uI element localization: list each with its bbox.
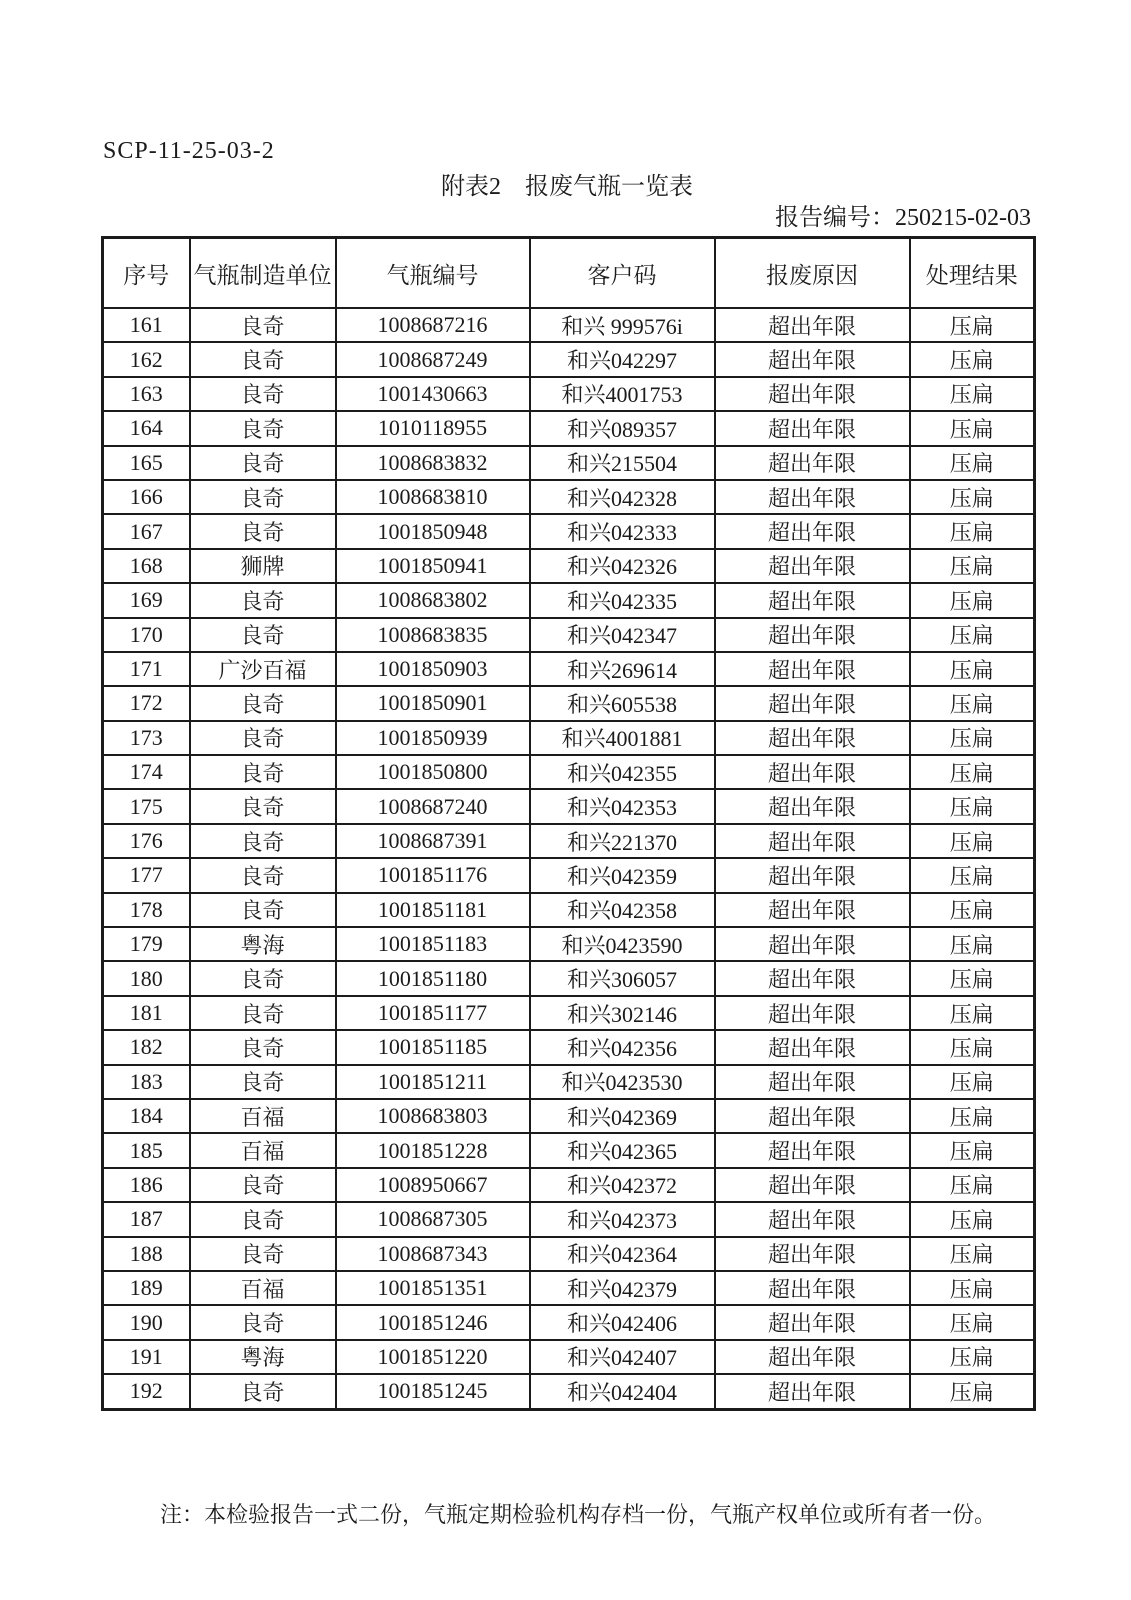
table-cell: 良奇 xyxy=(190,377,336,411)
table-cell: 和兴0423530 xyxy=(530,1065,715,1099)
table-cell: 1001850903 xyxy=(336,652,530,686)
table-cell: 超出年限 xyxy=(715,618,910,652)
table-row xyxy=(103,1099,1035,1133)
table-cell: 和兴042358 xyxy=(530,893,715,927)
table-cell: 压扁 xyxy=(910,1202,1035,1236)
table-cell: 超出年限 xyxy=(715,377,910,411)
table-cell: 和兴221370 xyxy=(530,824,715,858)
table-cell: 压扁 xyxy=(910,446,1035,480)
table-cell: 1010118955 xyxy=(336,411,530,445)
table-cell: 良奇 xyxy=(190,961,336,995)
table-cell: 压扁 xyxy=(910,618,1035,652)
table-cell: 压扁 xyxy=(910,927,1035,961)
column-header: 报废原因 xyxy=(715,238,910,309)
table-cell: 超出年限 xyxy=(715,652,910,686)
table-cell: 压扁 xyxy=(910,1305,1035,1339)
table-cell: 超出年限 xyxy=(715,549,910,583)
table-cell: 和兴269614 xyxy=(530,652,715,686)
table-cell: 和兴042369 xyxy=(530,1099,715,1133)
table-cell: 压扁 xyxy=(910,858,1035,892)
table-cell: 188 xyxy=(103,1237,190,1271)
table-cell: 超出年限 xyxy=(715,480,910,514)
table-cell: 压扁 xyxy=(910,1133,1035,1167)
page-title: 附表2 报废气瓶一览表 xyxy=(441,174,693,200)
table-cell: 粤海 xyxy=(190,1340,336,1374)
table-cell: 168 xyxy=(103,549,190,583)
table-cell: 超出年限 xyxy=(715,1202,910,1236)
table-cell: 1001851351 xyxy=(336,1271,530,1305)
table-cell: 压扁 xyxy=(910,342,1035,376)
table-cell: 超出年限 xyxy=(715,1099,910,1133)
table-cell: 良奇 xyxy=(190,1237,336,1271)
table-row xyxy=(103,1202,1035,1236)
table-cell: 良奇 xyxy=(190,446,336,480)
table-cell: 压扁 xyxy=(910,755,1035,789)
table-cell: 1008683810 xyxy=(336,480,530,514)
table-cell: 良奇 xyxy=(190,411,336,445)
table-cell: 182 xyxy=(103,1030,190,1064)
table-row xyxy=(103,652,1035,686)
table-cell: 178 xyxy=(103,893,190,927)
table-cell: 167 xyxy=(103,514,190,548)
table-cell: 1001851246 xyxy=(336,1305,530,1339)
report-number-value: 250215-02-03 xyxy=(895,205,1031,231)
table-cell: 超出年限 xyxy=(715,961,910,995)
table-cell: 压扁 xyxy=(910,824,1035,858)
table-cell: 180 xyxy=(103,961,190,995)
table-row xyxy=(103,377,1035,411)
table-cell: 超出年限 xyxy=(715,308,910,342)
table-row xyxy=(103,1168,1035,1202)
table-cell: 165 xyxy=(103,446,190,480)
table-cell: 和兴042406 xyxy=(530,1305,715,1339)
table-cell: 超出年限 xyxy=(715,858,910,892)
table-cell: 1001850800 xyxy=(336,755,530,789)
table-cell: 163 xyxy=(103,377,190,411)
table-cell: 压扁 xyxy=(910,377,1035,411)
table-cell: 173 xyxy=(103,721,190,755)
table-cell: 压扁 xyxy=(910,686,1035,720)
table-row xyxy=(103,893,1035,927)
table-row xyxy=(103,1237,1035,1271)
table-cell: 良奇 xyxy=(190,789,336,823)
table-cell: 1008687240 xyxy=(336,789,530,823)
table-cell: 百福 xyxy=(190,1271,336,1305)
table-cell: 和兴042326 xyxy=(530,549,715,583)
table-cell: 和兴042365 xyxy=(530,1133,715,1167)
table-cell: 压扁 xyxy=(910,480,1035,514)
table-cell: 1008687305 xyxy=(336,1202,530,1236)
table-row xyxy=(103,514,1035,548)
table-row xyxy=(103,927,1035,961)
table-cell: 百福 xyxy=(190,1133,336,1167)
table-cell: 超出年限 xyxy=(715,1374,910,1409)
table-cell: 和兴042372 xyxy=(530,1168,715,1202)
table-cell: 和兴042356 xyxy=(530,1030,715,1064)
table-cell: 良奇 xyxy=(190,1305,336,1339)
table-cell: 压扁 xyxy=(910,583,1035,617)
table-cell: 169 xyxy=(103,583,190,617)
table-cell: 和兴042333 xyxy=(530,514,715,548)
report-number-label: 报告编号： xyxy=(775,205,896,231)
table-row xyxy=(103,1030,1035,1064)
table-cell: 压扁 xyxy=(910,1237,1035,1271)
table-cell: 良奇 xyxy=(190,893,336,927)
table-cell: 和兴042347 xyxy=(530,618,715,652)
header-row xyxy=(103,238,1035,309)
table-cell: 良奇 xyxy=(190,583,336,617)
table-cell: 和兴089357 xyxy=(530,411,715,445)
table-cell: 超出年限 xyxy=(715,1237,910,1271)
table-cell: 和兴042373 xyxy=(530,1202,715,1236)
table-cell: 粤海 xyxy=(190,927,336,961)
table-cell: 压扁 xyxy=(910,1340,1035,1374)
table-row xyxy=(103,480,1035,514)
table-row xyxy=(103,1133,1035,1167)
footer-note: 注：本检验报告一式二份，气瓶定期检验机构存档一份，气瓶产权单位或所有者一份。 xyxy=(160,1502,997,1527)
table-cell: 超出年限 xyxy=(715,721,910,755)
table-cell: 良奇 xyxy=(190,824,336,858)
table-cell: 压扁 xyxy=(910,789,1035,823)
table-cell: 177 xyxy=(103,858,190,892)
table-cell: 1001851245 xyxy=(336,1374,530,1409)
table-cell: 和兴042364 xyxy=(530,1237,715,1271)
table-cell: 1008683835 xyxy=(336,618,530,652)
table-cell: 超出年限 xyxy=(715,514,910,548)
table-cell: 压扁 xyxy=(910,1374,1035,1409)
table-cell: 超出年限 xyxy=(715,927,910,961)
table-cell: 1001851183 xyxy=(336,927,530,961)
table-cell: 和兴306057 xyxy=(530,961,715,995)
table-row xyxy=(103,1374,1035,1409)
table-cell: 1008687391 xyxy=(336,824,530,858)
table-cell: 百福 xyxy=(190,1099,336,1133)
table-cell: 1008683803 xyxy=(336,1099,530,1133)
table-cell: 192 xyxy=(103,1374,190,1409)
table-cell: 超出年限 xyxy=(715,583,910,617)
table-cell: 压扁 xyxy=(910,411,1035,445)
table-cell: 和兴042355 xyxy=(530,755,715,789)
table-cell: 良奇 xyxy=(190,721,336,755)
table-cell: 和兴4001881 xyxy=(530,721,715,755)
table-cell: 良奇 xyxy=(190,1168,336,1202)
table-cell: 1001851180 xyxy=(336,961,530,995)
table-row xyxy=(103,446,1035,480)
table-row xyxy=(103,411,1035,445)
doc-code: SCP-11-25-03-2 xyxy=(103,138,275,164)
table-cell: 压扁 xyxy=(910,1030,1035,1064)
table-cell: 良奇 xyxy=(190,1030,336,1064)
table-row xyxy=(103,755,1035,789)
table-cell: 和兴302146 xyxy=(530,996,715,1030)
table-row xyxy=(103,342,1035,376)
table-cell: 和兴 999576i xyxy=(530,308,715,342)
table-cell: 1008683832 xyxy=(336,446,530,480)
table-row xyxy=(103,1340,1035,1374)
table-cell: 184 xyxy=(103,1099,190,1133)
table-cell: 和兴042353 xyxy=(530,789,715,823)
table-cell: 1008950667 xyxy=(336,1168,530,1202)
table-cell: 良奇 xyxy=(190,686,336,720)
table-row xyxy=(103,721,1035,755)
table-cell: 和兴042328 xyxy=(530,480,715,514)
table-cell: 良奇 xyxy=(190,342,336,376)
table-cell: 超出年限 xyxy=(715,1133,910,1167)
table-cell: 良奇 xyxy=(190,996,336,1030)
table-cell: 超出年限 xyxy=(715,1305,910,1339)
table-cell: 176 xyxy=(103,824,190,858)
table-cell: 压扁 xyxy=(910,1271,1035,1305)
column-header: 序号 xyxy=(103,238,190,309)
table-cell: 和兴042359 xyxy=(530,858,715,892)
table-cell: 狮牌 xyxy=(190,549,336,583)
table-cell: 超出年限 xyxy=(715,893,910,927)
table-cell: 压扁 xyxy=(910,652,1035,686)
table-cell: 良奇 xyxy=(190,858,336,892)
table-row xyxy=(103,1271,1035,1305)
report-number-line xyxy=(101,197,1031,232)
table-cell: 1001850948 xyxy=(336,514,530,548)
table-cell: 压扁 xyxy=(910,308,1035,342)
table-cell: 1001850939 xyxy=(336,721,530,755)
table-cell: 压扁 xyxy=(910,721,1035,755)
table-cell: 超出年限 xyxy=(715,1065,910,1099)
table-row xyxy=(103,858,1035,892)
table-cell: 和兴605538 xyxy=(530,686,715,720)
table-cell: 1008687216 xyxy=(336,308,530,342)
table-cell: 压扁 xyxy=(910,1065,1035,1099)
table-cell: 和兴042335 xyxy=(530,583,715,617)
table-cell: 1001851181 xyxy=(336,893,530,927)
table-cell: 超出年限 xyxy=(715,342,910,376)
table-cell: 183 xyxy=(103,1065,190,1099)
table-cell: 超出年限 xyxy=(715,1168,910,1202)
column-header: 气瓶编号 xyxy=(336,238,530,309)
table-cell: 1008683802 xyxy=(336,583,530,617)
table-cell: 和兴4001753 xyxy=(530,377,715,411)
table-cell: 和兴042379 xyxy=(530,1271,715,1305)
table-cell: 189 xyxy=(103,1271,190,1305)
table-cell: 181 xyxy=(103,996,190,1030)
table-cell: 压扁 xyxy=(910,893,1035,927)
table-cell: 良奇 xyxy=(190,1374,336,1409)
table-cell: 172 xyxy=(103,686,190,720)
table-cell: 170 xyxy=(103,618,190,652)
table-cell: 压扁 xyxy=(910,514,1035,548)
table-cell: 超出年限 xyxy=(715,411,910,445)
table-row xyxy=(103,549,1035,583)
table-cell: 和兴215504 xyxy=(530,446,715,480)
table-cell: 1001851220 xyxy=(336,1340,530,1374)
table-row xyxy=(103,308,1035,342)
table-row xyxy=(103,686,1035,720)
table-row xyxy=(103,961,1035,995)
column-header: 客户码 xyxy=(530,238,715,309)
table-row xyxy=(103,996,1035,1030)
table-cell: 161 xyxy=(103,308,190,342)
table-cell: 187 xyxy=(103,1202,190,1236)
table-cell: 良奇 xyxy=(190,755,336,789)
table-cell: 和兴042407 xyxy=(530,1340,715,1374)
table-cell: 良奇 xyxy=(190,514,336,548)
table-cell: 185 xyxy=(103,1133,190,1167)
table-cell: 超出年限 xyxy=(715,446,910,480)
table-cell: 191 xyxy=(103,1340,190,1374)
table-cell: 良奇 xyxy=(190,480,336,514)
table-cell: 174 xyxy=(103,755,190,789)
table-cell: 1008687343 xyxy=(336,1237,530,1271)
table-cell: 1008687249 xyxy=(336,342,530,376)
table-cell: 良奇 xyxy=(190,308,336,342)
table-cell: 1001851185 xyxy=(336,1030,530,1064)
column-header: 处理结果 xyxy=(910,238,1035,309)
table-cell: 和兴0423590 xyxy=(530,927,715,961)
table-cell: 和兴042404 xyxy=(530,1374,715,1409)
table-cell: 175 xyxy=(103,789,190,823)
table-cell: 1001851177 xyxy=(336,996,530,1030)
table-cell: 良奇 xyxy=(190,618,336,652)
table-cell: 1001430663 xyxy=(336,377,530,411)
table-cell: 1001850901 xyxy=(336,686,530,720)
table-cell: 1001851211 xyxy=(336,1065,530,1099)
table-cell: 166 xyxy=(103,480,190,514)
table-cell: 广沙百福 xyxy=(190,652,336,686)
table-cell: 162 xyxy=(103,342,190,376)
table-cell: 超出年限 xyxy=(715,686,910,720)
table-cell: 压扁 xyxy=(910,549,1035,583)
table-cell: 超出年限 xyxy=(715,755,910,789)
table-cell: 1001851228 xyxy=(336,1133,530,1167)
table-cell: 良奇 xyxy=(190,1065,336,1099)
table-cell: 190 xyxy=(103,1305,190,1339)
table-cell: 超出年限 xyxy=(715,1340,910,1374)
table-cell: 1001850941 xyxy=(336,549,530,583)
table-cell: 压扁 xyxy=(910,1099,1035,1133)
table-row xyxy=(103,789,1035,823)
table-row xyxy=(103,824,1035,858)
table-cell: 186 xyxy=(103,1168,190,1202)
table-cell: 超出年限 xyxy=(715,1271,910,1305)
table-cell: 压扁 xyxy=(910,961,1035,995)
table-cell: 1001851176 xyxy=(336,858,530,892)
table-row xyxy=(103,618,1035,652)
table-body xyxy=(103,308,1035,1409)
table-cell: 171 xyxy=(103,652,190,686)
column-header: 气瓶制造单位 xyxy=(190,238,336,309)
table-cell: 和兴042297 xyxy=(530,342,715,376)
table-cell: 超出年限 xyxy=(715,1030,910,1064)
table-row xyxy=(103,1305,1035,1339)
table-cell: 超出年限 xyxy=(715,996,910,1030)
scrapped-cylinder-table xyxy=(101,236,1036,1411)
table-cell: 超出年限 xyxy=(715,824,910,858)
table-cell: 179 xyxy=(103,927,190,961)
table-cell: 压扁 xyxy=(910,1168,1035,1202)
table-cell: 良奇 xyxy=(190,1202,336,1236)
table-cell: 超出年限 xyxy=(715,789,910,823)
table-cell: 164 xyxy=(103,411,190,445)
table-cell: 压扁 xyxy=(910,996,1035,1030)
table-row xyxy=(103,583,1035,617)
table-row xyxy=(103,1065,1035,1099)
